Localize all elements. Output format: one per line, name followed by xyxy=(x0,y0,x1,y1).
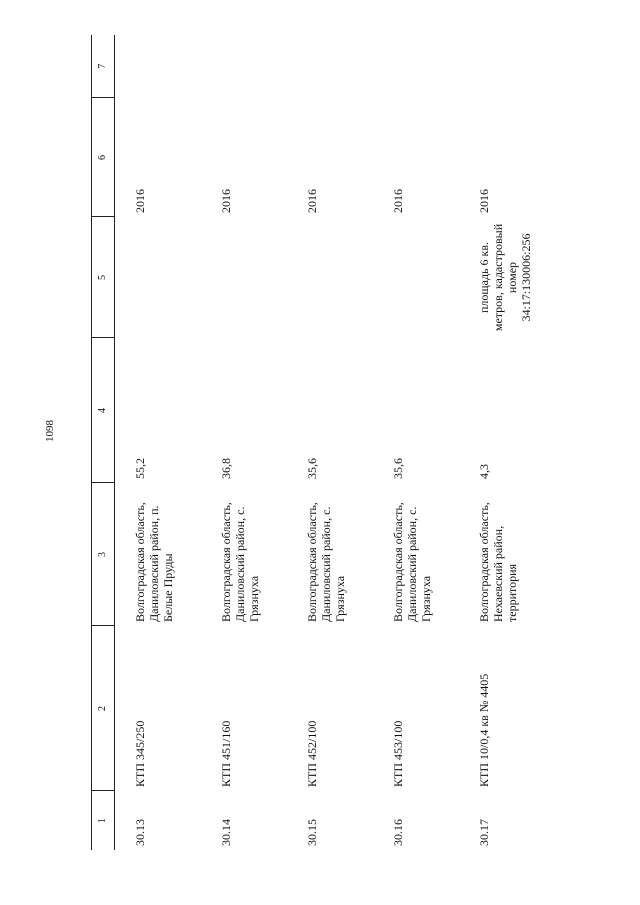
row-number: 30.16 xyxy=(390,819,405,846)
column-header: 6 xyxy=(92,98,115,217)
object-area: 36,8 xyxy=(218,458,233,479)
object-name: КТП 452/100 xyxy=(304,720,319,787)
object-name: КТП 345/250 xyxy=(133,720,147,787)
page-number: 1098 xyxy=(44,420,56,442)
table-row xyxy=(287,35,373,850)
object-location: Волгоградская область, Даниловский район, п. Белые Пруды xyxy=(133,502,175,622)
object-extra xyxy=(287,35,373,98)
row-number: 30.14 xyxy=(218,819,233,846)
table-row xyxy=(373,35,459,850)
header-row xyxy=(92,35,115,850)
object-note xyxy=(201,217,287,338)
object-area: 35,6 xyxy=(304,458,319,479)
column-header: 4 xyxy=(92,338,115,483)
object-area: 55,2 xyxy=(133,458,147,479)
object-name: КТП 453/100 xyxy=(390,720,405,787)
object-extra xyxy=(459,35,545,98)
object-year: 2016 xyxy=(304,189,319,213)
object-note xyxy=(287,217,373,338)
object-location: Волгоградская область, Даниловский район, с. Грязнуха xyxy=(304,502,347,622)
object-extra xyxy=(201,35,287,98)
row-number: 30.13 xyxy=(133,819,147,846)
column-header: 5 xyxy=(92,217,115,338)
object-location: Волгоградская область, Нехаевский район, территория xyxy=(476,502,519,622)
column-header: 7 xyxy=(92,35,115,98)
table-row xyxy=(459,35,545,850)
object-year: 2016 xyxy=(218,189,233,213)
table-row xyxy=(115,35,201,850)
column-header: 3 xyxy=(92,483,115,626)
object-name: КТП 10/0,4 кв № 4405 xyxy=(476,673,491,787)
table-row xyxy=(201,35,287,850)
object-name: КТП 451/160 xyxy=(218,720,233,787)
object-year: 2016 xyxy=(476,189,491,213)
column-header: 1 xyxy=(92,791,115,850)
rotated-table-container xyxy=(91,35,533,850)
object-note xyxy=(115,217,201,338)
object-extra xyxy=(115,35,201,98)
object-area: 4,3 xyxy=(476,464,491,479)
objects-table xyxy=(91,35,545,850)
column-header: 2 xyxy=(92,626,115,791)
object-note: площадь 6 кв. метров, кадастровый номер 34:17:130006:256 xyxy=(476,223,533,332)
object-location: Волгоградская область, Даниловский район, с. Грязнуха xyxy=(218,502,261,622)
object-year: 2016 xyxy=(133,189,147,213)
row-number: 30.17 xyxy=(476,819,491,846)
object-year: 2016 xyxy=(390,189,405,213)
object-area: 35,6 xyxy=(390,458,405,479)
object-location: Волгоградская область, Даниловский район, с. Грязнуха xyxy=(390,502,433,622)
row-number: 30.15 xyxy=(304,819,319,846)
object-note xyxy=(373,217,459,338)
object-extra xyxy=(373,35,459,98)
